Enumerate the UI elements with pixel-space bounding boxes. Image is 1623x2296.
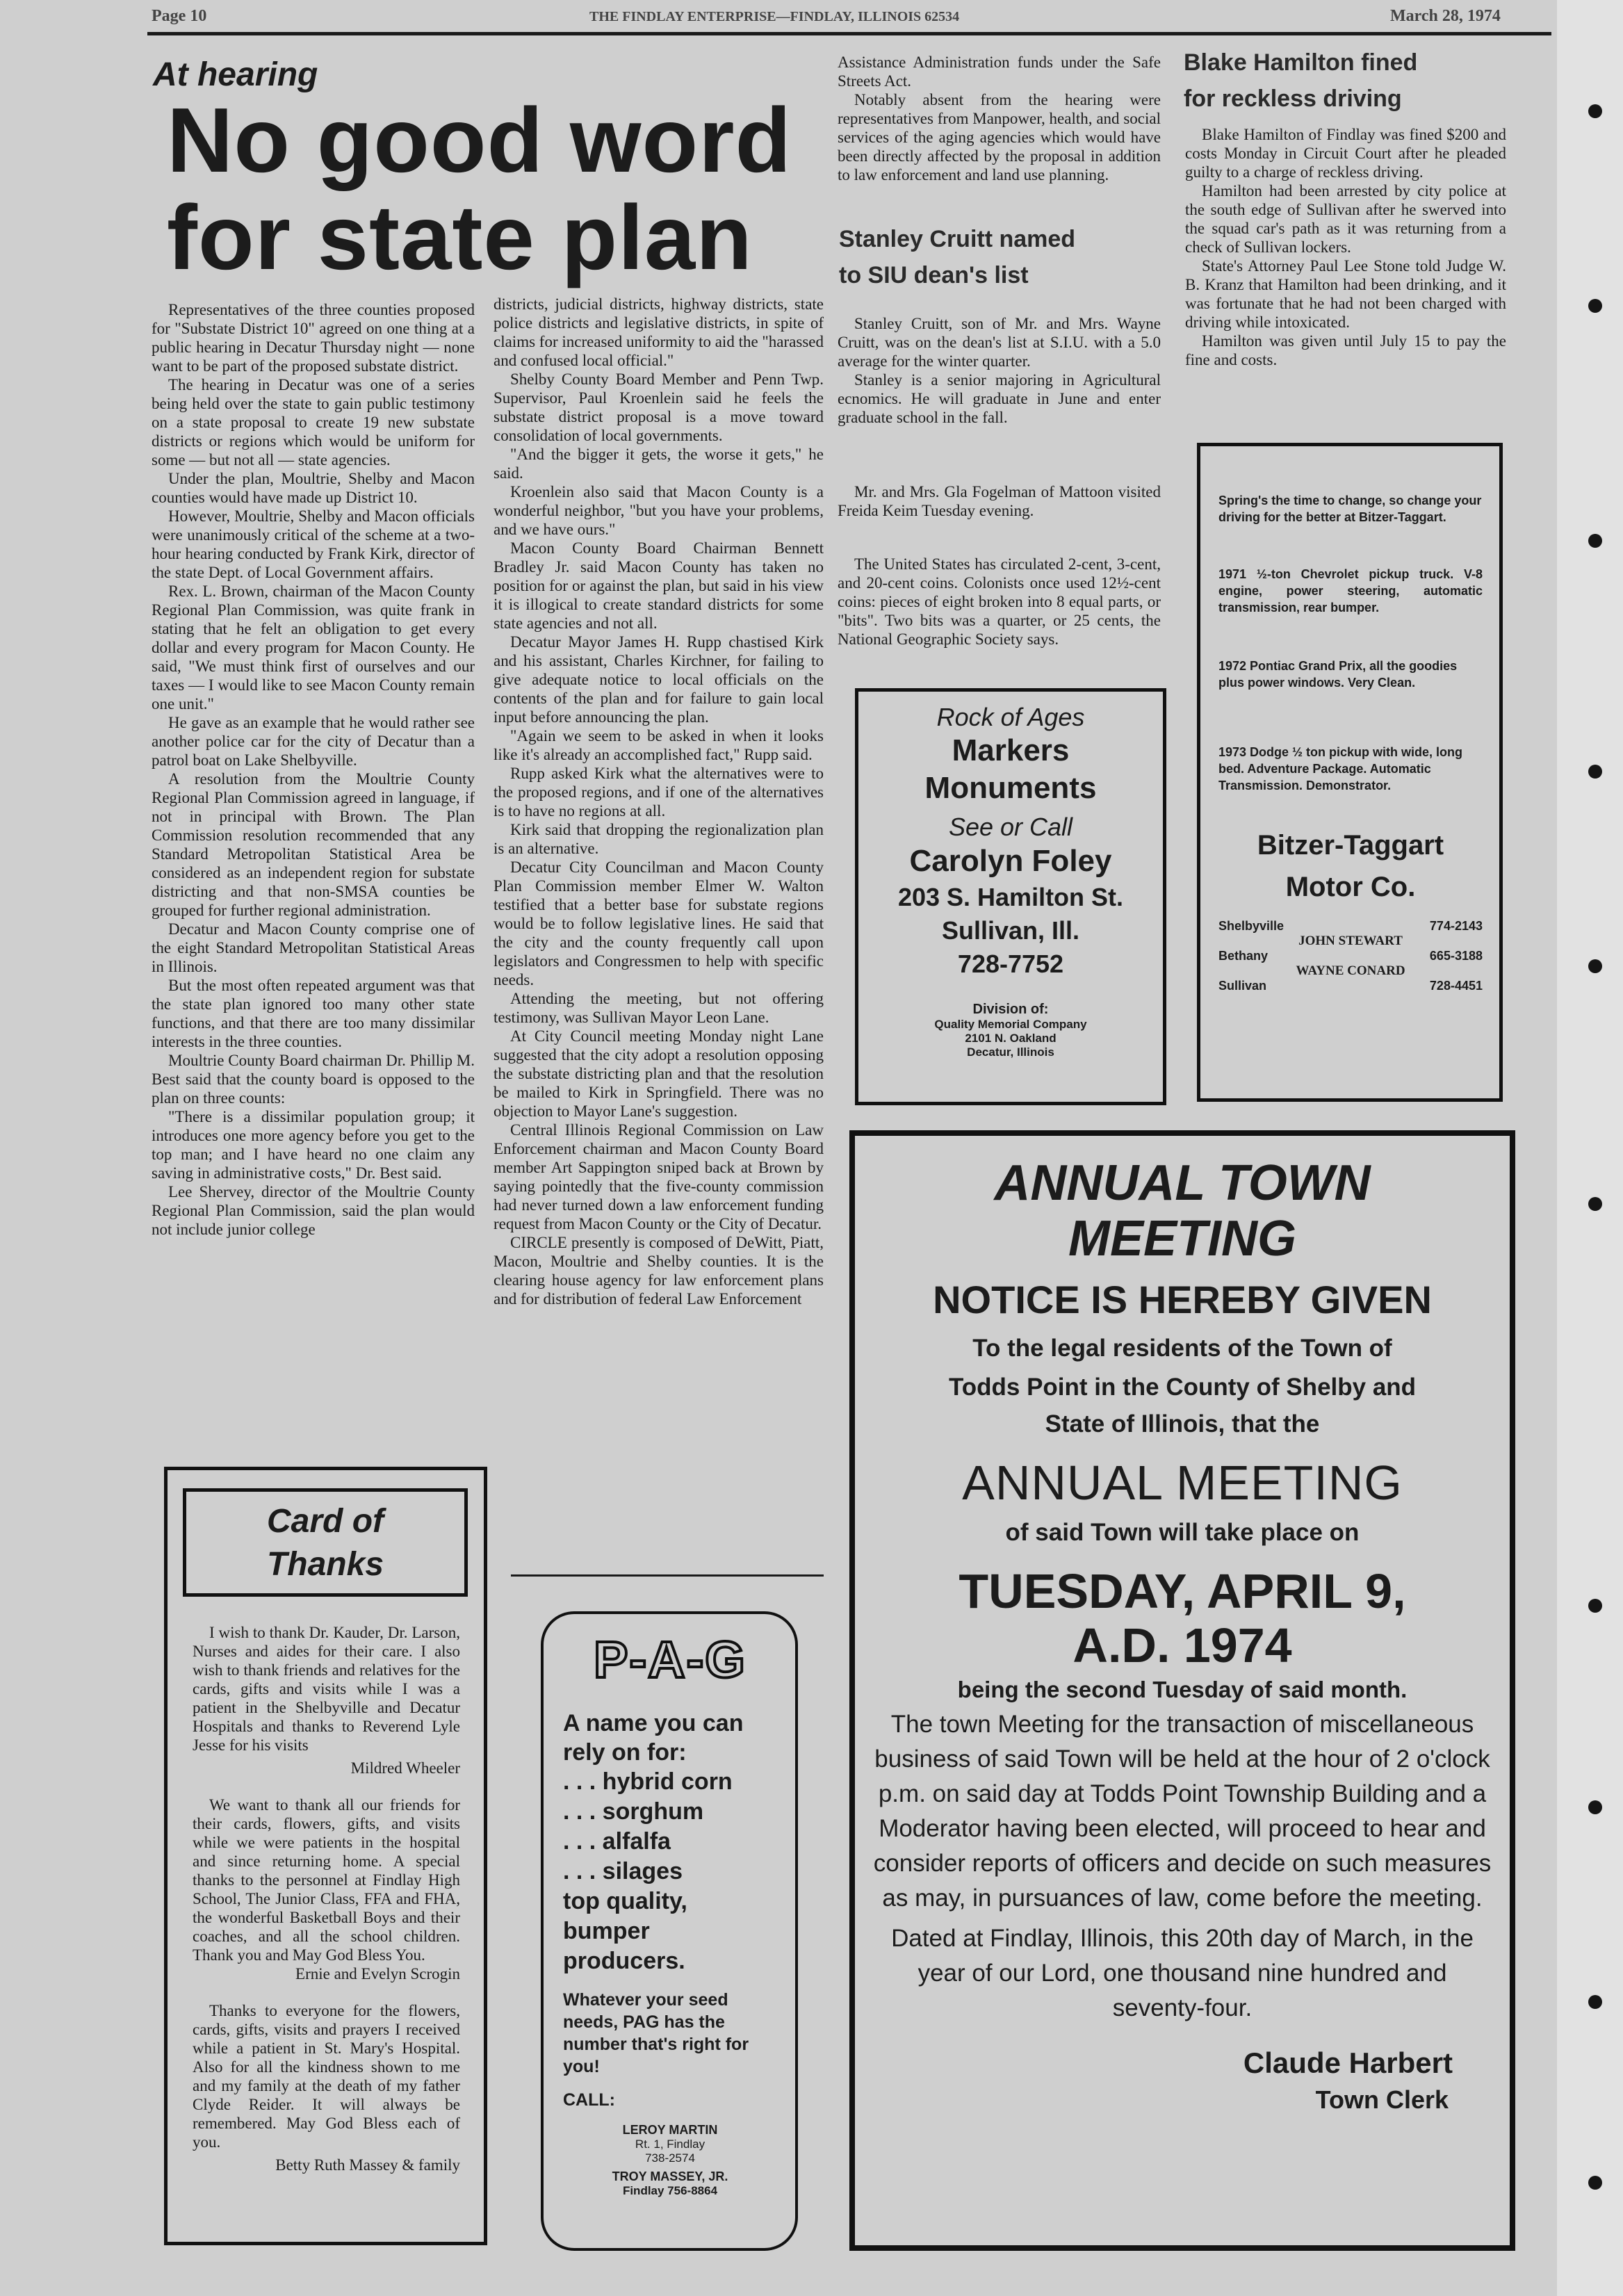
bitzer-sullivan-phone: 728-4451: [1429, 979, 1483, 993]
bitzer-stewart: JOHN STEWART: [1298, 934, 1403, 948]
bitzer-bethany-row: [1218, 949, 1483, 963]
meeting-line-5: being the second Tuesday of said month.: [957, 1677, 1408, 1702]
paragraph: Central Illinois Regional Commission on Law Enforcement chairman and Macon County Board member Art Sappington sniped back at Brown by saying pointedly that the five-county commission had never turned down a law enforcement funding request from Macon County or the City of Decatur.: [494, 1121, 824, 1232]
headline: [167, 89, 834, 288]
pag-call: CALL:: [563, 2090, 615, 2110]
paragraph: Shelby County Board Member and Penn Twp. Supervisor, Paul Kroenlein said he feels the substate district proposal is a move toward consolidation of local governments.: [494, 371, 824, 444]
pag-item-4: . . . silages: [563, 1858, 683, 1884]
paragraph: Kirk said that dropping the regionalization plan is an alternative.: [494, 821, 824, 857]
binder-hole: [1588, 1800, 1602, 1814]
paragraph: Kroenlein also said that Macon County is a wonderful neighbor, "but you have your problems, and we have ours.": [494, 483, 824, 538]
headline-line-1: No good word: [167, 89, 792, 191]
bitzer-intro: Spring's the time to change, so change your driving for the better at Bitzer-Taggart.: [1218, 494, 1482, 524]
rock-line-7: Sullivan, Ill.: [941, 916, 1080, 945]
pag-contact-1-addr: Rt. 1, Findlay: [635, 2138, 706, 2151]
paragraph: Rupp asked Kirk what the alternatives were to the proposed regions, and if one of the alternatives is to have no regions at all.: [494, 765, 824, 820]
bitzer-item-1: 1971 ½-ton Chevrolet pickup truck. V-8 engine, power steering, automatic transmission, rear bumper.: [1218, 567, 1483, 614]
cruitt-headline-1: Stanley Cruitt named: [839, 226, 1076, 252]
bitzer-shelbyville-row: [1218, 919, 1483, 934]
binder-hole: [1588, 2176, 1602, 2190]
paragraph: He gave as an example that he would rather see another police car for the city of Decatur than a patrol boat on Lake Shelbyville.: [152, 714, 475, 769]
meeting-line-2: Todds Point in the County of Shelby and: [948, 1374, 1417, 1401]
paragraph: Lee Shervey, director of the Moultrie County Regional Plan Commission, said the plan would not include junior college: [152, 1183, 475, 1238]
paragraph: But the most often repeated argument was that the state plan ignored too many other state functions, and that there are too many dissimilar interests in the three counties.: [152, 977, 475, 1050]
bitzer-bethany: Bethany: [1218, 949, 1269, 963]
meeting-signer-title: Town Clerk: [1315, 2085, 1449, 2114]
paragraph: At City Council meeting Monday night Lane suggested that the city adopt a resolution opposing the substate districting plan and that the resolution be mailed to Kirk in Springfield. There was no objection to Mayor Lane's suggestion.: [494, 1027, 824, 1120]
meeting-date-2: A.D. 1974: [1073, 1618, 1292, 1672]
hamilton-headline-1: Blake Hamilton fined: [1184, 49, 1418, 76]
paragraph: Blake Hamilton of Findlay was fined $200 and costs Monday in Circuit Court after he pleaded guilty to a charge of reckless driving.: [1185, 126, 1506, 181]
paragraph: Moultrie County Board chairman Dr. Phillip M. Best said that the county board is opposed to the plan on three counts:: [152, 1052, 475, 1107]
binder-hole: [1588, 299, 1602, 313]
rock-company: Quality Memorial Company: [934, 1018, 1087, 1031]
meeting-signature: Claude Harbert: [1243, 2046, 1453, 2079]
paragraph: "And the bigger it gets, the worse it gets," he said.: [494, 446, 824, 482]
pag-tagline: top quality, bumper producers.: [563, 1888, 687, 1974]
paragraph: However, Moultrie, Shelby and Macon officials were unanimously critical of the scheme at a two-hour hearing conducted by Frank Kirk, director of the state Dept. of Local Government affairs.: [152, 507, 475, 581]
binder-margin: [1557, 0, 1623, 2296]
card-signature-2: Ernie and Evelyn Scrogin: [295, 1965, 460, 1982]
cruitt-headline: [839, 221, 1075, 293]
town-meeting-notice: [849, 1130, 1515, 2251]
column-rule: [511, 1574, 824, 1577]
paragraph: A resolution from the Moultrie County Regional Plan Commission agreed in language, if not in principal with Brown. The Plan Commission resolution recommended that any Standard Metropolitan Statistical Area be considered as an independent region for substate districting and that non-SMSA counties be grouped for further regional administration.: [152, 770, 475, 919]
rock-of-ages-ad: [855, 688, 1166, 1105]
fogelman-item: [838, 482, 1161, 520]
meeting-title-2: MEETING: [1068, 1211, 1296, 1267]
rock-line-8: 728-7752: [957, 950, 1064, 978]
paragraph: Stanley is a senior majoring in Agricultural ecnomics. He will graduate in June and enter graduate school in the fall.: [838, 371, 1161, 426]
lead-continuation: [838, 53, 1161, 184]
card-title-2: Thanks: [266, 1546, 384, 1583]
rock-division: Division of:: [972, 1002, 1049, 1017]
bitzer-name-2: Motor Co.: [1285, 872, 1416, 902]
binder-hole: [1588, 1995, 1602, 2009]
paragraph: districts, judicial districts, highway districts, state police districts and legislative districts, in spite of claims for increased uniformity to aid the "harassed and confused local official.": [494, 295, 824, 369]
coins-text: The United States has circulated 2-cent, 3-cent, and 20-cent coins. Colonists once used 12½-cent coins: pieces of eight broken into 8 equal parts, or "bits". Two bits was a quarter, or 25 cents, the National Geographic Society says.: [838, 555, 1161, 648]
meeting-notice: NOTICE IS HEREBY GIVEN: [933, 1278, 1432, 1321]
bitzer-item-3: 1973 Dodge ½ ton pickup with wide, long bed. Adventure Package. Automatic Transmission. Demonstrator.: [1218, 745, 1463, 792]
rock-line-2: Markers: [952, 733, 1070, 767]
paragraph: Under the plan, Moultrie, Shelby and Macon counties would have made up District 10.: [152, 470, 475, 506]
rock-line-5: Carolyn Foley: [909, 844, 1112, 878]
pag-contact-2: TROY MASSEY, JR.: [612, 2169, 728, 2183]
hamilton-story: [1185, 125, 1506, 369]
pag-contact-1-phone: 738-2574: [645, 2151, 695, 2165]
paragraph: State's Attorney Paul Lee Stone told Judge W. B. Kranz that Hamilton had been drinking, and it was fortunate that he had not been charged with driving while intoxicated.: [1185, 257, 1506, 331]
headline-line-2: for state plan: [167, 186, 753, 288]
paragraph: Assistance Administration funds under the Safe Streets Act.: [838, 54, 1161, 90]
card-of-thanks: [164, 1467, 487, 2245]
paragraph: The hearing in Decatur was one of a series being held over the state to gain public testimony on a state proposal to create 19 new substate districts or regions which would be uniform for some — but not all — state agencies.: [152, 376, 475, 469]
card-note-3: Thanks to everyone for the flowers, cards, gifts, visits and prayers I received while a patient in St. Mary's Hospital. Also for all the kindness shown to me and my family at the death of my father Clyde Reider. It will always be remembered. May God Bless each of you.: [193, 2002, 460, 2151]
binder-hole: [1588, 1599, 1602, 1613]
paragraph: Macon County Board Chairman Bennett Bradley Jr. said Macon County has taken no position for or against the plan, but said in his view it is illogical to create standard districts for some state agencies and not all.: [494, 539, 824, 632]
rock-city: Decatur, Illinois: [967, 1045, 1054, 1059]
card-note-1: I wish to thank Dr. Kauder, Dr. Larson, Nurses and aides for their care. I also wish to thank friends and relatives for the cards, gifts and visits while I was a patient in the Shelbyville and Decatur Hospitals and thanks to Reverend Lyle Jesse for his visits: [193, 1624, 460, 1754]
rock-line-4: See or Call: [948, 813, 1073, 841]
binder-hole: [1588, 534, 1602, 548]
meeting-line-3: State of Illinois, that the: [1045, 1410, 1320, 1438]
bitzer-shelbyville: Shelbyville: [1218, 919, 1284, 933]
hamilton-headline: [1184, 44, 1417, 117]
bitzer-bethany-phone: 665-3188: [1429, 949, 1483, 963]
pag-logo: P-A-G: [594, 1631, 747, 1688]
bitzer-sullivan-row: [1218, 979, 1483, 993]
rock-line-3: Monuments: [924, 771, 1097, 805]
paragraph: Stanley Cruitt, son of Mr. and Mrs. Wayne Cruitt, was on the dean's list at S.I.U. with a 5.0 average for the winter quarter.: [838, 315, 1161, 370]
card-signature-3: Betty Ruth Massey & family: [275, 2156, 460, 2174]
rock-line-6: 203 S. Hamilton St.: [897, 883, 1124, 911]
paragraph: Decatur Mayor James H. Rupp chastised Kirk and his assistant, Charles Kirchner, for failing to give adequate notice to local officials on the contents of the plan and for failure to gain local input before announcing the plan.: [494, 633, 824, 726]
card-signature-1: Mildred Wheeler: [350, 1759, 460, 1777]
pag-need: Whatever your seed needs, PAG has the number that's right for you!: [563, 1990, 749, 2076]
pag-contact-1: LEROY MARTIN: [622, 2123, 718, 2137]
paragraph: Representatives of the three counties proposed for "Substate District 10" agreed on one thing at a public hearing in Decatur Thursday night — none want to be part of the proposed substate district.: [152, 301, 475, 375]
meeting-title-1: ANNUAL TOWN: [994, 1155, 1371, 1211]
rock-line-1: Rock of Ages: [936, 703, 1085, 731]
bitzer-name-1: Bitzer-Taggart: [1257, 830, 1444, 861]
paragraph: Notably absent from the hearing were representatives from Manpower, health, and social services of the aging agencies which would have been directly affected by the proposal in addition to law enforcement and land use planning.: [838, 91, 1161, 184]
meeting-dated: Dated at Findlay, Illinois, this 20th day of March, in the year of our Lord, one thousand nine hundred and seventy-four.: [891, 1925, 1474, 2021]
rock-address: 2101 N. Oakland: [965, 1032, 1057, 1045]
pag-item-3: . . . alfalfa: [563, 1828, 671, 1855]
pag-item-1: . . . hybrid corn: [563, 1768, 733, 1795]
cruitt-headline-2: to SIU dean's list: [839, 262, 1029, 288]
bitzer-taggart-ad: [1197, 443, 1503, 1102]
meeting-body: The town Meeting for the transaction of miscellaneous business of said Town will be held at the hour of 2 o'clock p.m. on said day at Todds Point Township Building and a Moderator having been elected, will proceed to hear and consider reports of officers and decide on such measures as may, in pursuances of law, come before the meeting.: [873, 1711, 1492, 1912]
pag-intro: A name you can rely on for:: [563, 1710, 744, 1766]
coins-item: [838, 555, 1161, 649]
paragraph: Attending the meeting, but not offering testimony, was Sullivan Mayor Leon Lane.: [494, 990, 824, 1026]
card-title-box: [183, 1488, 468, 1597]
paragraph: Decatur City Councilman and Macon County Plan Commission member Elmer W. Walton testified that a better base for substate regions would be to follow legislative lines. He said that the city and the county frequently call upon legislators and Congressmen to help with specific needs.: [494, 858, 824, 988]
paper-title: THE FINDLAY ENTERPRISE—FINDLAY, ILLINOIS 62534: [589, 9, 960, 24]
meeting-line-1: To the legal residents of the Town of: [972, 1335, 1392, 1362]
pag-item-2: . . . sorghum: [563, 1798, 704, 1825]
paragraph: CIRCLE presently is composed of DeWitt, Piatt, Macon, Moultrie and Shelby counties. It is the clearing house agency for law enforcement plans and for distribution of federal Law Enforcement: [494, 1234, 824, 1308]
card-title-1: Card of: [267, 1503, 384, 1540]
bitzer-item-2: 1972 Pontiac Grand Prix, all the goodies plus power windows. Very Clean.: [1218, 659, 1458, 690]
kicker: At hearing: [153, 56, 318, 93]
fogelman-text: Mr. and Mrs. Gla Fogelman of Mattoon visited Freida Keim Tuesday evening.: [838, 483, 1161, 519]
bitzer-sullivan: Sullivan: [1218, 979, 1267, 993]
lead-column-1: [152, 300, 475, 1239]
paragraph: "There is a dissimilar population group; it introduces one more agency before you get to the top man; and I have heard no one claim any saving in administrative costs," Dr. Best said.: [152, 1108, 475, 1182]
binder-hole: [1588, 104, 1602, 118]
lead-column-2: [494, 295, 824, 1308]
paragraph: Rex. L. Brown, chairman of the Macon County Regional Plan Commission, was quite frank in stating that he felt an obligation to get every dollar and every program for Macon County. He said, "We must think first of ourselves and our taxes — I would like to see Macon County remain one unit.": [152, 583, 475, 713]
paragraph: Decatur and Macon County comprise one of the eight Standard Metropolitan Statistical Areas in Illinois.: [152, 920, 475, 975]
meeting-date-1: TUESDAY, APRIL 9,: [959, 1564, 1406, 1618]
bitzer-shelbyville-phone: 774-2143: [1429, 919, 1483, 933]
hamilton-headline-2: for reckless driving: [1184, 86, 1402, 112]
page-number: Page 10: [152, 7, 207, 25]
paragraph: Hamilton had been arrested by city police at the south edge of Sullivan after he swerved into the squad car's path as it was returning from a check of Sullivan lockers.: [1185, 182, 1506, 256]
bitzer-conard: WAYNE CONARD: [1296, 963, 1405, 978]
binder-hole: [1588, 959, 1602, 973]
paragraph: Hamilton was given until July 15 to pay the fine and costs.: [1185, 332, 1506, 368]
pag-contact-2-phone: Findlay 756-8864: [622, 2184, 718, 2197]
card-note-2: We want to thank all our friends for their cards, flowers, gifts, and visits while we were patients in the hospital and since returning home. A special thanks to the personnel at Findlay High School, The Junior Class, FFA and FHA, the wonderful Basketball Boys and their coaches, and all the school children. Thank you and May God Bless You.: [193, 1796, 460, 1964]
cruitt-story: [838, 314, 1161, 427]
card-notes: [193, 1623, 460, 2174]
meeting-annual: ANNUAL MEETING: [962, 1456, 1403, 1510]
binder-hole: [1588, 1197, 1602, 1211]
masthead-rule: [147, 32, 1551, 35]
pag-ad: [541, 1611, 798, 2251]
meeting-line-4: of said Town will take place on: [1005, 1519, 1360, 1546]
issue-date: March 28, 1974: [1390, 7, 1501, 25]
paragraph: "Again we seem to be asked in when it looks like it's already an accomplished fact," Rupp said.: [494, 727, 824, 763]
binder-hole: [1588, 765, 1602, 779]
